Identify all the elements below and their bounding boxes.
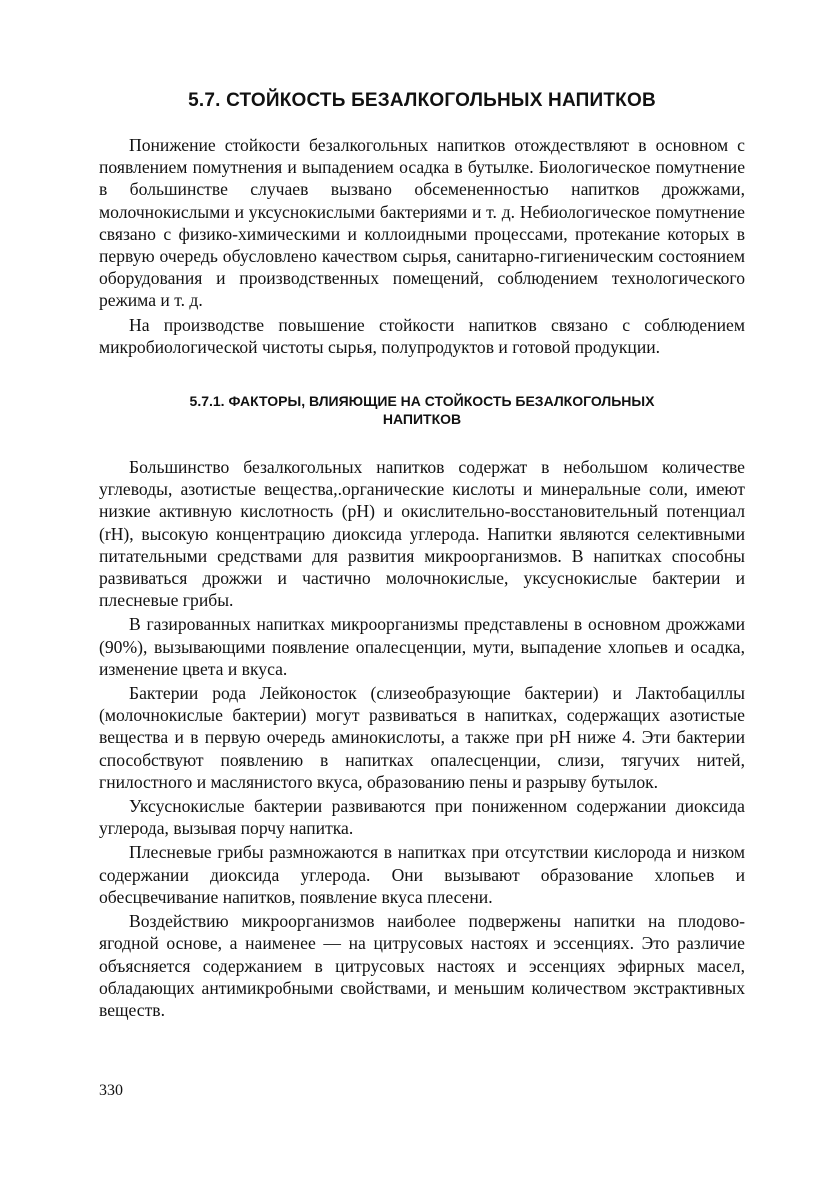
paragraph: Понижение стойкости безалкогольных напитков отождествляют в основном с появлением помутнения и выпадением осадка в бутылке. Биологическое помутнение в большинстве случаев вызвано обсемененностью напитков дрожжами, молочнокислыми и уксуснокислыми бактериями и т. д. Небиологическое помутнение связано с физико-химическими и коллоидными процессами, протекание которых в первую очередь обусловлено качеством сырья, санитарно-гигиеническим состоянием оборудования и производственных помещений, соблюдением технологического режима и т. д.: [99, 135, 745, 311]
paragraph: Большинство безалкогольных напитков содержат в небольшом количестве углеводы, азотистые вещества,.органические кислоты и минеральные соли, имеют низкие активную кислотность (рН) и окислительно-восстановительный потенциал (rH), высокую концентрацию диоксида углерода. Напитки являются селективными питательными средствами для развития микроорганизмов. В напитках способны развиваться дрожжи и частично молочнокислые, уксуснокислые бактерии и плесневые грибы.: [99, 457, 745, 611]
section-title: 5.7. СТОЙКОСТЬ БЕЗАЛКОГОЛЬНЫХ НАПИТКОВ: [188, 90, 656, 111]
paragraph: Уксуснокислые бактерии развиваются при пониженном содержании диоксида углерода, вызывая порчу напитка.: [99, 796, 745, 839]
subsection-title-line1: 5.7.1. ФАКТОРЫ, ВЛИЯЮЩИЕ НА СТОЙКОСТЬ БЕЗАЛКОГОЛЬНЫХ: [189, 393, 655, 410]
page-number: 330: [99, 1082, 123, 1099]
paragraph: Плесневые грибы размножаются в напитках при отсутствии кислорода и низком содержании диоксида углерода. Они вызывают образование хлопьев и обесцвечивание напитков, появление вкуса плесени.: [99, 842, 745, 907]
document-page: [99, 90, 745, 1023]
paragraph: В газированных напитках микроорганизмы представлены в основном дрожжами (90%), вызывающими появление опалесценции, мути, выпадение хлопьев и осадка, изменение цвета и вкуса.: [99, 614, 745, 679]
paragraph: Бактерии рода Лейконосток (слизеобразующие бактерии) и Лактобациллы (молочнокислые бактерии) могут развиваться в напитках, содержащих азотистые вещества и в первую очередь аминокислоты, а также при рН ниже 4. Эти бактерии способствуют появлению в напитках опалесценции, слизи, тягучих нитей, гнилостного и маслянистого вкуса, образованию пены и разрыву бутылок.: [99, 683, 745, 792]
subsection-title: [99, 392, 745, 428]
subsection-title-line2: НАПИТКОВ: [382, 411, 462, 428]
paragraph: На производстве повышение стойкости напитков связано с соблюдением микробиологической чистоты сырья, полупродуктов и готовой продукции.: [99, 314, 745, 357]
paragraph: Воздействию микроорганизмов наиболее подвержены напитки на плодово-ягодной основе, а наименее — на цитрусовых настоях и эссенциях. Это различие объясняется содержанием в цитрусовых настоях и эссенциях эфирных масел, обладающих антимикробными свойствами, и меньшим количеством экстрактивных веществ.: [99, 911, 745, 1020]
